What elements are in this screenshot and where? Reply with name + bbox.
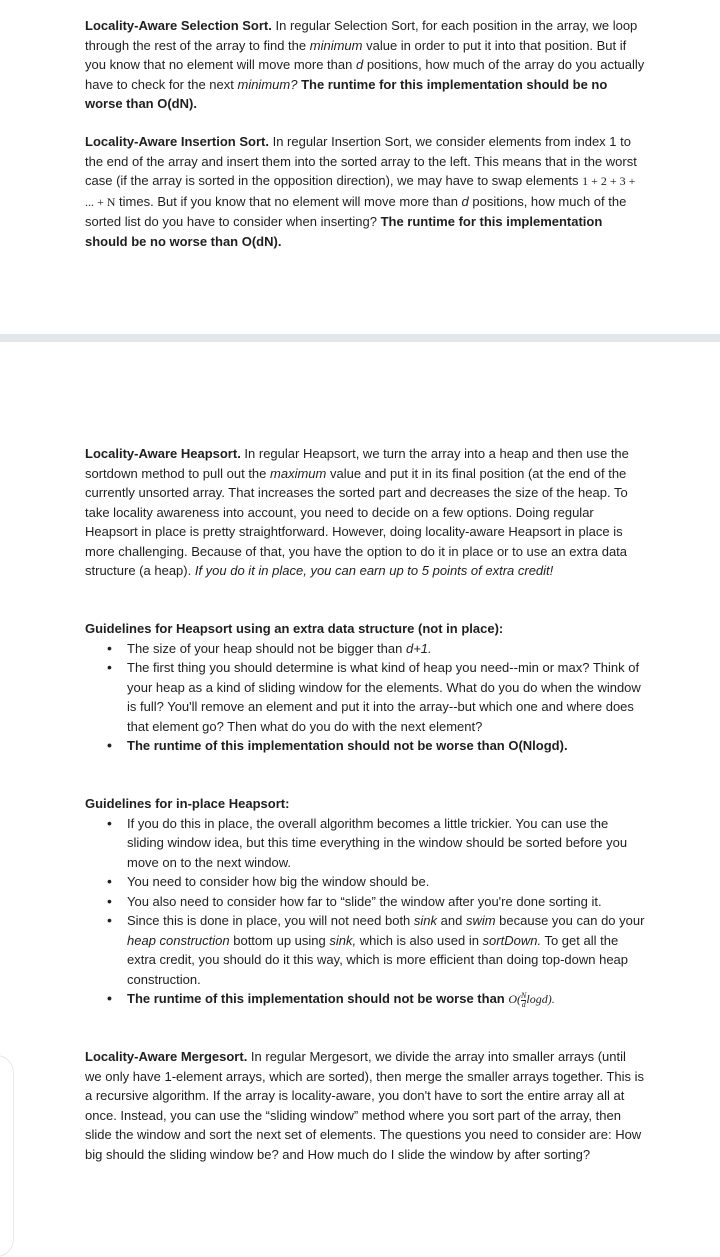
in-place-list bbox=[85, 814, 645, 1010]
mergesort-paragraph: Locality-Aware Mergesort. In regular Mergesort, we divide the array into smaller arrays (until we only have 1-element arrays, which are sorted), then merge the smaller arrays together. This is a recursive algorithm. If the array is locality-aware, you don't have to sort the entire array all at once. Instead, you can use the “sliding window” method where you sort part of the array, then slide the window and sort the next set of elements. The questions you need to consider are: How big should the sliding window be? and How much do I slide the window by after sorting? bbox=[85, 1049, 645, 1162]
insertion-sort-paragraph: Locality-Aware Insertion Sort. In regular Insertion Sort, we consider elements from index 1 to the end of the array and insert them into the sorted array to the left. This means that in the worst case (if the array is sorted in the opposition direction), we may have to swap elements 1 + 2 + 3 + ... + N times. But if you know that no element will move more than d positions, how much of the sorted list do you have to consider when inserting? The runtime for this implementation should be no worse than O(dN). bbox=[85, 134, 637, 249]
list-item: • You also need to consider how far to “slide” the window after you're done sorting it. bbox=[85, 892, 645, 912]
list-item: • The runtime of this implementation should not be worse than O(Nlogd). bbox=[85, 736, 645, 756]
side-panel-edge bbox=[0, 1055, 14, 1257]
in-place-heading: Guidelines for in-place Heapsort: bbox=[85, 796, 290, 811]
mergesort-title: Locality-Aware Mergesort. bbox=[85, 1049, 248, 1064]
list-item: • You need to consider how big the window should be. bbox=[85, 872, 645, 892]
list-item: • The runtime of this implementation should not be worse than O( $\frac{N}{d}$ logd). bbox=[85, 989, 645, 1010]
list-item: • If you do this in place, the overall algorithm becomes a little trickier. You can use the sliding window idea, but this time everything in the window should be sorted before you move on to the next window. bbox=[85, 814, 645, 873]
list-item: • The first thing you should determine is what kind of heap you need--min or max? Think of your heap as a kind of sliding window for the elements. What do you do when the window is full? You'll remove an element and put it into the array--but which one and where does that element go? Then what do you do with the next element? bbox=[85, 658, 645, 736]
heapsort-title: Locality-Aware Heapsort. bbox=[85, 446, 241, 461]
list-item: • Since this is done in place, you will not need both sink and swim because you can do your heap construction bottom up using sink, which is also used in sortDown. To get all the extra credit, you should do it this way, which is more efficient than doing top-down heap construction. bbox=[85, 911, 645, 989]
runtime-formula: O( $\frac{N}{d}$ logd). bbox=[508, 990, 555, 1009]
in-place-guidelines bbox=[85, 794, 645, 1010]
extra-ds-list bbox=[85, 639, 645, 756]
selection-sort-paragraph: Locality-Aware Selection Sort. In regular Selection Sort, for each position in the array, we loop through the rest of the array to find the minimum value in order to put it into that position. But if you know that no element will move more than d positions, how much of the array do you actually have to check for the next minimum? The runtime for this implementation should be no worse than O(dN). bbox=[85, 18, 645, 111]
selection-sort-title: Locality-Aware Selection Sort. bbox=[85, 18, 272, 33]
extra-ds-heading: Guidelines for Heapsort using an extra data structure (not in place): bbox=[85, 621, 504, 636]
list-item: • The size of your heap should not be bigger than d+1. bbox=[85, 639, 645, 659]
heapsort-paragraph: Locality-Aware Heapsort. In regular Heapsort, we turn the array into a heap and then use the sortdown method to pull out the maximum value and put it in its final position (at the end of the currently unsorted array. That increases the sorted part and decreases the size of the heap. To take locality awareness into account, you need to decide on a few options. Doing regular Heapsort in place is pretty straightforward. However, doing locality-aware Heapsort in place is more challenging. Because of that, you have the option to do it in place or to use an extra data structure (a heap). If you do it in place, you can earn up to 5 points of extra credit! bbox=[85, 446, 629, 578]
sum-formula: 1 + 2 + 3 + ... + N bbox=[85, 174, 636, 209]
insertion-sort-title: Locality-Aware Insertion Sort. bbox=[85, 134, 269, 149]
extra-ds-guidelines bbox=[85, 619, 645, 756]
page-break-divider bbox=[0, 334, 720, 342]
